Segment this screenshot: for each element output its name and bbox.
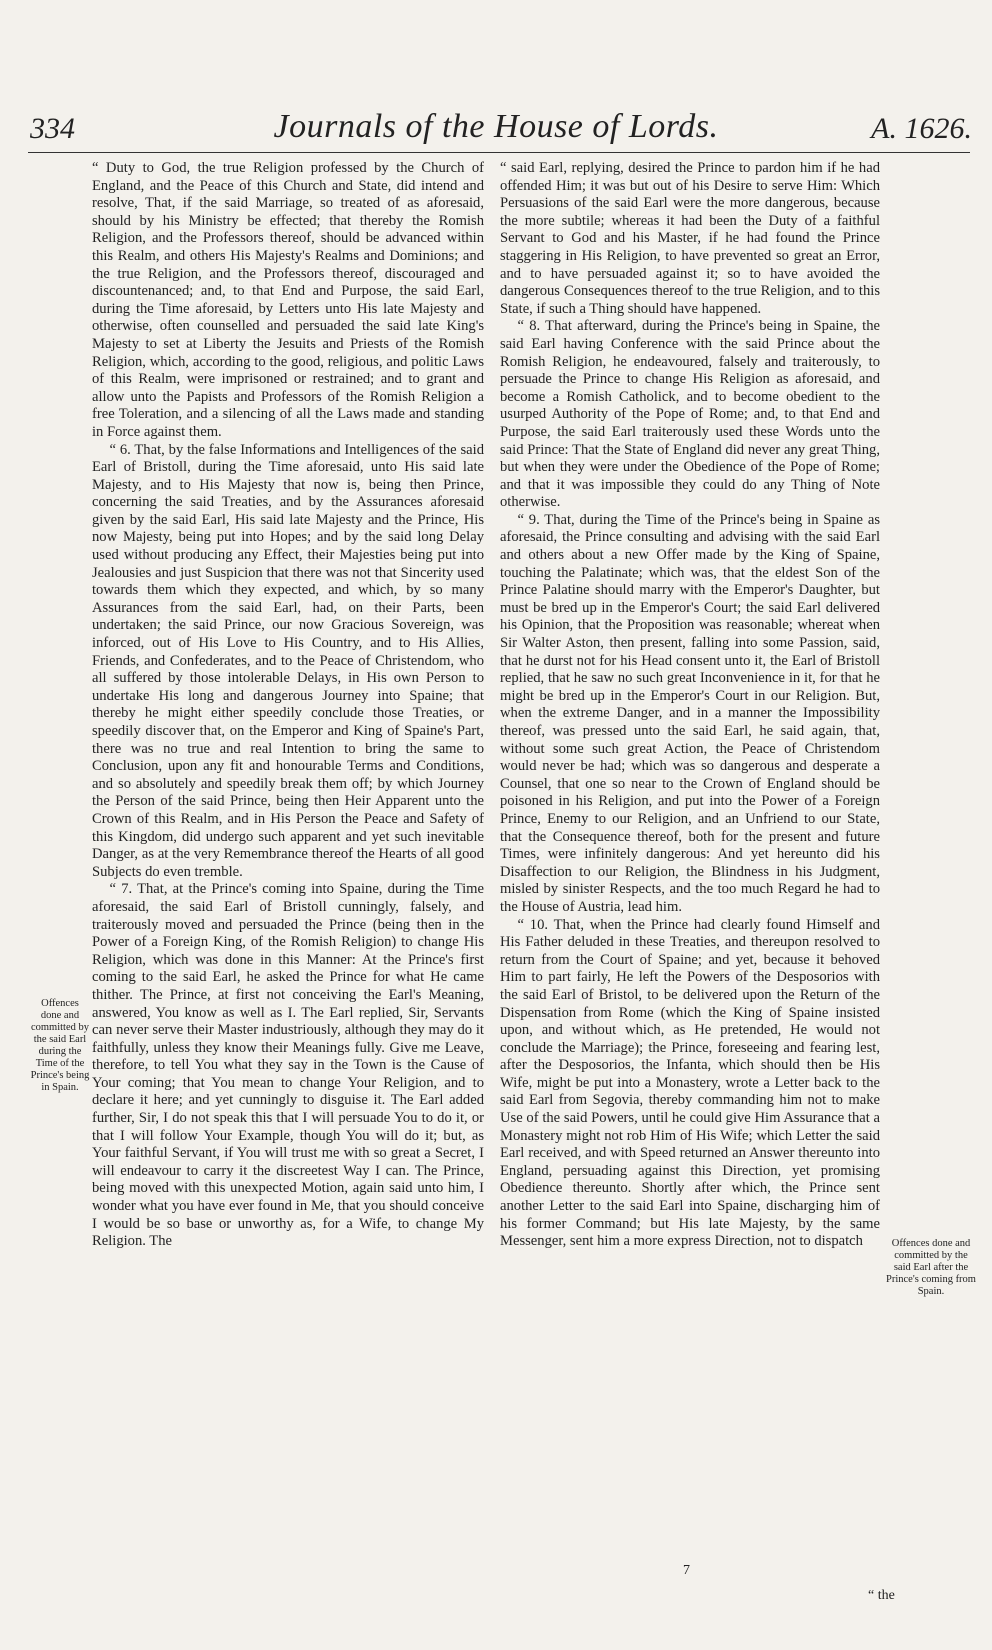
paragraph: “ Duty to God, the true Religion professed by the Church of England, and the Peace of this Church and State, did intend and resolve, That, if the said Marriage, so treated of as aforesaid, should by his Ministry be effected; that thereby the Romish Religion, and the Professors thereof, should be advanced within this Realm, and others His Majesty's Realms and Dominions; and the true Religion, and the Professors thereof, discouraged and discountenanced; and, to that End and Purpose, the said Earl, during the Time aforesaid, by Letters unto His late Majesty and otherwise, often counselled and persuaded the said late King's Majesty to set at Liberty the Jesuits and Priests of the Romish Religion, which, according to the good, religious, and politic Laws of this Realm, were imprisoned or restrained; and to grant and allow unto the Papists and Professors of the Romish Religion a free Toleration, and a silencing of all the Laws made and standing in Force against them. (92, 160, 484, 440)
right-column (500, 160, 880, 1251)
running-title: Journals of the House of Lords. (273, 108, 719, 145)
left-column (92, 160, 484, 1251)
catchword: “ the (868, 1588, 895, 1603)
margin-note-right: Offences done and committed by the said Earl after the Prince's coming from Spain. (886, 1238, 976, 1297)
signature-mark: 7 (683, 1563, 690, 1578)
paragraph: “ 6. That, by the false Informations and Intelligences of the said Earl of Bristoll, during the Time aforesaid, unto His said late Majesty, and to His Majesty that now is, being then Prince, concerning the said Treaties, and by the Assurances aforesaid given by the said Earl, His said late Majesty and the Prince, His now Majesty, being put into Hopes; and by the said long Delay used without producing any Effect, their Majesties being put into Jealousies and just Suspicion that there was not that Sincerity used towards them which they expected, and which, by so many Assurances from the said Earl, had, on their Parts, been undertaken; the said Prince, our now Gracious Sovereign, was inforced, out of His Love to His Country, and to His Allies, Friends, and Confederates, and to the Peace of Christendom, who all suffered by those intolerable Delays, in His own Person to undertake His long and dangerous Journey into Spaine; that thereby he might either speedily conclude those Treaties, or speedily discover that, on the Emperor and King of Spaine's Part, there was no true and real Intention to bring the same to Conclusion, upon any fit and honourable Terms and Conditions, and so absolutely and speedily break them off; by which Journey the Person of the said Prince, being then Heir Apparent unto the Crown of this Realm, and in His Person the Peace and Safety of this Kingdom, did undergo such apparent and yet such inevitable Danger, as at the very Remembrance thereof the Hearts of all good Subjects do even tremble. (92, 441, 484, 880)
page-number: 334 (30, 112, 75, 145)
header-rule (28, 152, 970, 153)
paragraph: “ 9. That, during the Time of the Prince's being in Spaine as aforesaid, the Prince consulting and advising with the said Earl and others about a new Offer made by the King of Spaine, touching the Palatinate; which was, that the eldest Son of the Prince Palatine should marry with the Emperor's Daughter, but must be bred up in the Emperor's Court; the said Earl delivered his Opinion, that the Proposition was reasonable; whereat when Sir Walter Aston, then present, falling into some Passion, said, that he durst not for his Head consent unto it, the Earl of Bristoll replied, that he saw no such great Inconvenience in it, for that he might be bred up in the Emperor's Court in our Religion. But, when the extreme Danger, and in a manner the Impossibility thereof, was pressed unto the said Earl, he said again, that, without some such great Action, the Peace of Christendom would never be had; which was so dangerous and desperate a Counsel, that one so near to the Crown of England should be poisoned in his Religion, and put into the Power of a Foreign Prince, Enemy to our Religion, and an Unfriend to our State, that the Consequence thereof, both for the present and future Times, were infinitely dangerous: And yet hereunto did his Disaffection to our Religion, the Blindness in his Judgment, misled by sinister Respects, and the too much Regard he had to the House of Austria, lead him. (500, 511, 880, 915)
margin-note-left: Offences done and committed by the said Earl during the Time of the Prince's being in Spain. (30, 998, 90, 1093)
year-heading: A. 1626. (871, 112, 972, 145)
paragraph: “ 10. That, when the Prince had clearly found Himself and His Father deluded in these Treaties, and thereupon resolved to return from the Court of Spaine; and yet, because it behoved Him to part fairly, He left the Powers of the Desposorios with the said Earl of Bristol, to be delivered upon the Return of the Dispensation from Rome (which the King of Spaine insisted upon, and without which, as He pretended, He would not conclude the Marriage); the Prince, foreseeing and fearing lest, after the Desposorios, the Infanta, which should then be His Wife, might be put into a Monastery, wrote a Letter back to the said Earl from Segovia, thereby commanding him not to make Use of the said Powers, until he could give Him Assurance that a Monastery might not rob Him of His Wife; which Letter the said Earl received, and with Speed returned an Answer thereunto into England, persuading against this Direction, yet promising Obedience thereunto. Shortly after which, the Prince sent another Letter to the said Earl into Spaine, discharging him of his former Command; but His late Majesty, by the same Messenger, sent him a more express Direction, not to dispatch (500, 916, 880, 1250)
paragraph: “ 7. That, at the Prince's coming into Spaine, during the Time aforesaid, the said Earl of Bristoll cunningly, falsely, and traiterously moved and persuaded the Prince (being then in the Power of a Foreign King, of the Romish Religion) to change His Religion, which was done in this Manner: At the Prince's first coming to the said Earl, he asked the Prince for what He came thither. The Prince, at first not conceiving the Earl's Meaning, answered, You know as well as I. The Earl replied, Sir, Servants can never serve their Master industriously, although they may do it faithfully, unless they know their Meanings fully. Give me Leave, therefore, to tell You what they say in the Town is the Cause of Your coming; that You mean to change Your Religion, and to declare it here; and yet cunningly to disguise it. The Earl added further, Sir, I do not speak this that I will persuade You to do it, or that I will follow Your Example, though You will do it; but, as Your faithful Servant, if You will trust me with so great a Secret, I will endeavour to carry it the discreetest Way I can. The Prince, being moved with this unexpected Motion, again said unto him, I wonder what you have ever found in Me, that you should conceive I would be so base or unworthy as, for a Wife, to change My Religion. The (92, 881, 484, 1250)
paragraph: “ said Earl, replying, desired the Prince to pardon him if he had offended Him; it was but out of his Desire to serve Him: Which Persuasions of the said Earl were the more dangerous, because the more subtile; whereas it had been the Duty of a faithful Servant to God and his Master, if he had found the Prince staggering in His Religion, to have prevented so great an Error, and to have persuaded against it; so to have avoided the dangerous Consequences thereof to the true Religion, and to this State, if such a Thing should have happened. (500, 160, 880, 317)
paragraph: “ 8. That afterward, during the Prince's being in Spaine, the said Earl having Conference with the said Prince about the Romish Religion, he endeavoured, falsely and traiterously, to persuade the Prince to change His Religion as aforesaid, and become a Romish Catholick, and to become obedient to the usurped Authority of the Pope of Rome; and, to that End and Purpose, the said Earl traiterously used these Words unto the said Prince: That the State of England did never any great Thing, but when they were under the Obedience of the Pope of Rome; and that it was impossible they could do any Thing of Note otherwise. (500, 318, 880, 511)
